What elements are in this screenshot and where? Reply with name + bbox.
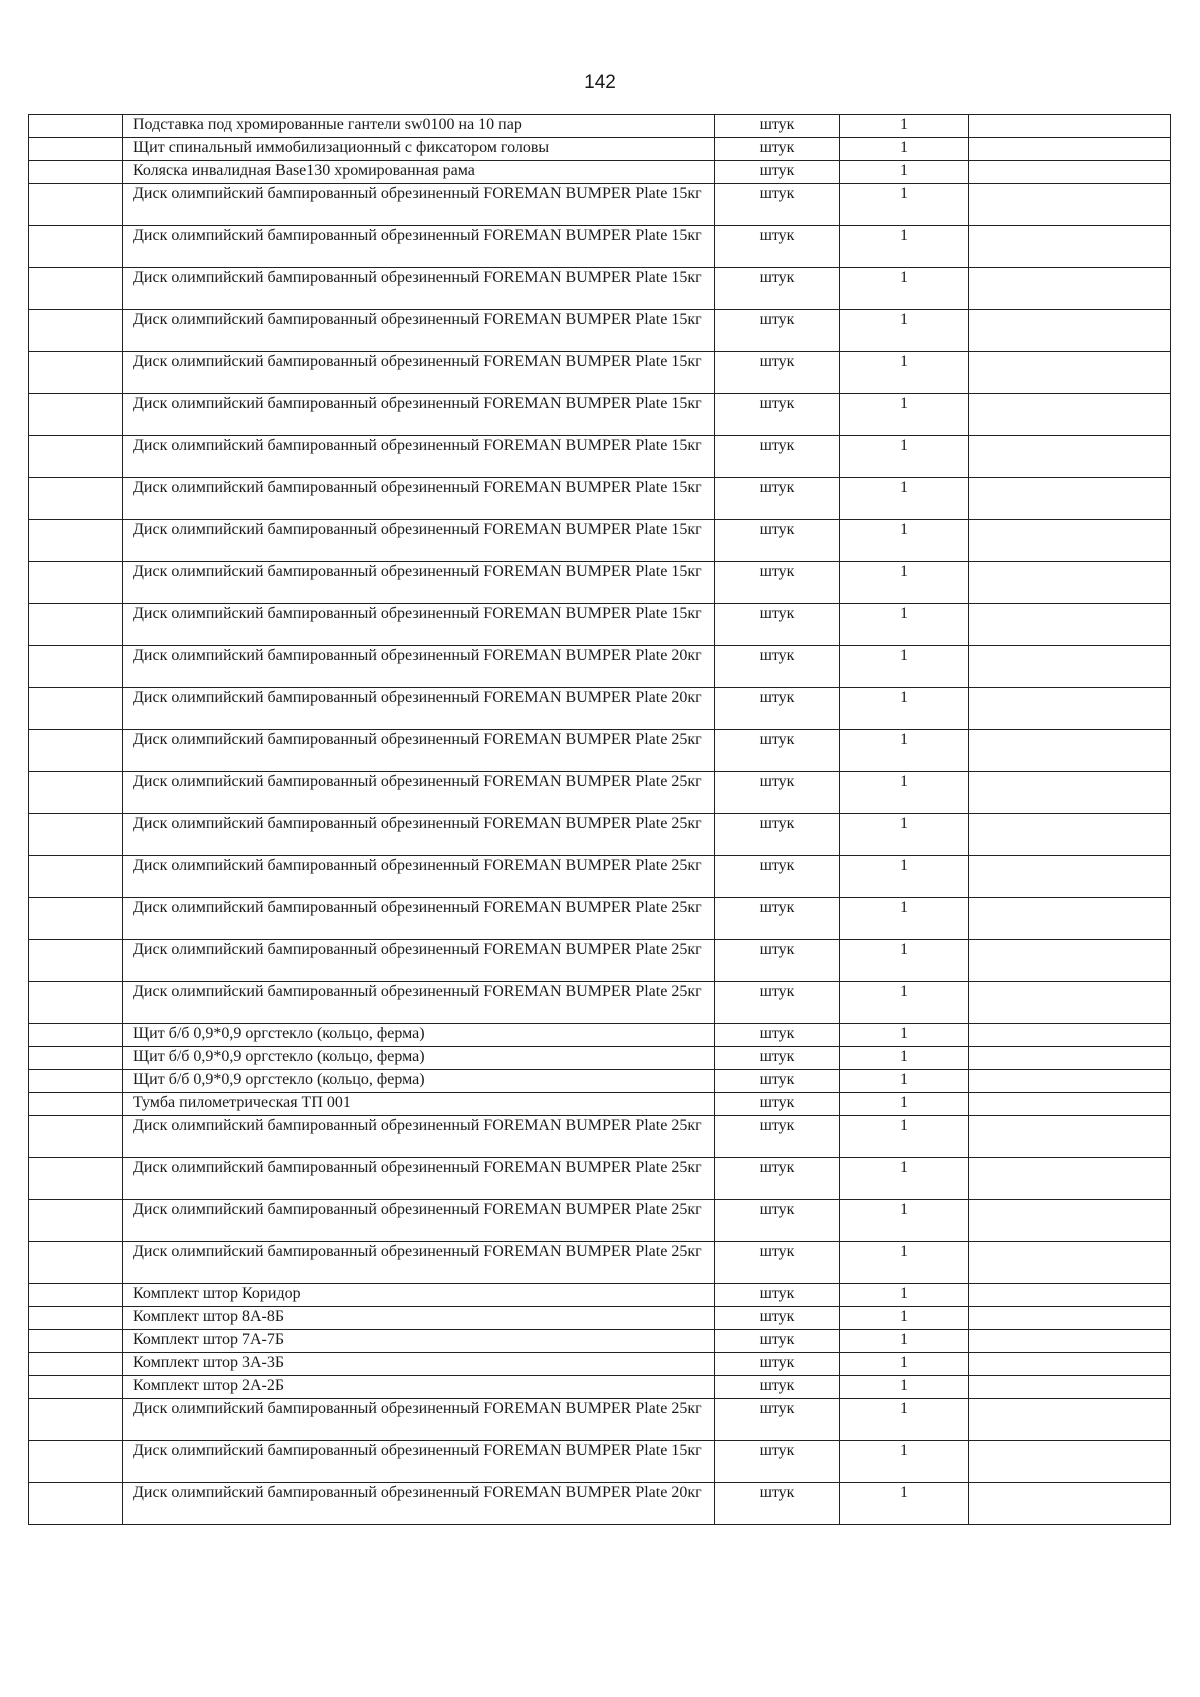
note-cell — [969, 1441, 1171, 1483]
note-cell — [969, 646, 1171, 688]
note-cell — [969, 1307, 1171, 1330]
row-number-cell — [29, 520, 123, 562]
row-number-cell — [29, 161, 123, 184]
item-name-cell: Диск олимпийский бампированный обрезиненный FOREMAN BUMPER Plate 25кг — [123, 1200, 715, 1242]
note-cell — [969, 1024, 1171, 1047]
row-number-cell — [29, 940, 123, 982]
unit-cell: штук — [715, 1070, 840, 1093]
table-row — [29, 940, 1171, 982]
quantity-cell: 1 — [840, 1353, 969, 1376]
note-cell — [969, 138, 1171, 161]
note-cell — [969, 184, 1171, 226]
note-cell — [969, 1353, 1171, 1376]
unit-cell: штук — [715, 138, 840, 161]
item-name-cell: Диск олимпийский бампированный обрезиненный FOREMAN BUMPER Plate 15кг — [123, 604, 715, 646]
table-row — [29, 268, 1171, 310]
quantity-cell: 1 — [840, 1158, 969, 1200]
unit-cell: штук — [715, 772, 840, 814]
note-cell — [969, 1376, 1171, 1399]
item-name-cell: Диск олимпийский бампированный обрезиненный FOREMAN BUMPER Plate 15кг — [123, 436, 715, 478]
quantity-cell: 1 — [840, 604, 969, 646]
unit-cell: штук — [715, 268, 840, 310]
table-row — [29, 115, 1171, 138]
note-cell — [969, 1483, 1171, 1525]
item-name-cell: Диск олимпийский бампированный обрезиненный FOREMAN BUMPER Plate 25кг — [123, 730, 715, 772]
note-cell — [969, 352, 1171, 394]
quantity-cell: 1 — [840, 268, 969, 310]
item-name-cell: Комплект штор 3А-3Б — [123, 1353, 715, 1376]
row-number-cell — [29, 982, 123, 1024]
quantity-cell: 1 — [840, 1376, 969, 1399]
table-row — [29, 1376, 1171, 1399]
unit-cell: штук — [715, 1353, 840, 1376]
row-number-cell — [29, 1093, 123, 1116]
item-name-cell: Диск олимпийский бампированный обрезиненный FOREMAN BUMPER Plate 25кг — [123, 814, 715, 856]
table-row — [29, 772, 1171, 814]
table-row — [29, 562, 1171, 604]
row-number-cell — [29, 352, 123, 394]
unit-cell: штук — [715, 1024, 840, 1047]
row-number-cell — [29, 1330, 123, 1353]
table-row — [29, 688, 1171, 730]
quantity-cell: 1 — [840, 226, 969, 268]
row-number-cell — [29, 1070, 123, 1093]
inventory-table-body — [29, 115, 1171, 1525]
item-name-cell: Комплект штор 2А-2Б — [123, 1376, 715, 1399]
unit-cell: штук — [715, 115, 840, 138]
quantity-cell: 1 — [840, 772, 969, 814]
item-name-cell: Подставка под хромированные гантели sw0100 на 10 пар — [123, 115, 715, 138]
row-number-cell — [29, 1284, 123, 1307]
unit-cell: штук — [715, 161, 840, 184]
note-cell — [969, 1047, 1171, 1070]
note-cell — [969, 940, 1171, 982]
table-row — [29, 1399, 1171, 1441]
unit-cell: штук — [715, 226, 840, 268]
note-cell — [969, 1158, 1171, 1200]
row-number-cell — [29, 1200, 123, 1242]
quantity-cell: 1 — [840, 1093, 969, 1116]
row-number-cell — [29, 814, 123, 856]
item-name-cell: Диск олимпийский бампированный обрезиненный FOREMAN BUMPER Plate 15кг — [123, 352, 715, 394]
item-name-cell: Диск олимпийский бампированный обрезиненный FOREMAN BUMPER Plate 15кг — [123, 562, 715, 604]
note-cell — [969, 1330, 1171, 1353]
row-number-cell — [29, 184, 123, 226]
note-cell — [969, 814, 1171, 856]
row-number-cell — [29, 646, 123, 688]
note-cell — [969, 1242, 1171, 1284]
note-cell — [969, 688, 1171, 730]
item-name-cell: Щит б/б 0,9*0,9 оргстекло (кольцо, ферма) — [123, 1047, 715, 1070]
row-number-cell — [29, 1353, 123, 1376]
note-cell — [969, 604, 1171, 646]
row-number-cell — [29, 394, 123, 436]
row-number-cell — [29, 1399, 123, 1441]
quantity-cell: 1 — [840, 394, 969, 436]
table-row — [29, 161, 1171, 184]
note-cell — [969, 982, 1171, 1024]
quantity-cell: 1 — [840, 1307, 969, 1330]
item-name-cell: Диск олимпийский бампированный обрезиненный FOREMAN BUMPER Plate 15кг — [123, 310, 715, 352]
item-name-cell: Диск олимпийский бампированный обрезиненный FOREMAN BUMPER Plate 15кг — [123, 268, 715, 310]
quantity-cell: 1 — [840, 1483, 969, 1525]
item-name-cell: Диск олимпийский бампированный обрезиненный FOREMAN BUMPER Plate 25кг — [123, 1158, 715, 1200]
item-name-cell: Диск олимпийский бампированный обрезиненный FOREMAN BUMPER Plate 25кг — [123, 982, 715, 1024]
note-cell — [969, 1093, 1171, 1116]
quantity-cell: 1 — [840, 1284, 969, 1307]
quantity-cell: 1 — [840, 1047, 969, 1070]
row-number-cell — [29, 772, 123, 814]
table-row — [29, 1093, 1171, 1116]
inventory-table — [28, 114, 1171, 1525]
note-cell — [969, 1070, 1171, 1093]
unit-cell: штук — [715, 1158, 840, 1200]
table-row — [29, 604, 1171, 646]
unit-cell: штук — [715, 730, 840, 772]
item-name-cell: Диск олимпийский бампированный обрезиненный FOREMAN BUMPER Plate 25кг — [123, 772, 715, 814]
table-row — [29, 646, 1171, 688]
quantity-cell: 1 — [840, 814, 969, 856]
quantity-cell: 1 — [840, 982, 969, 1024]
unit-cell: штук — [715, 1047, 840, 1070]
table-row — [29, 184, 1171, 226]
quantity-cell: 1 — [840, 940, 969, 982]
row-number-cell — [29, 1024, 123, 1047]
unit-cell: штук — [715, 1284, 840, 1307]
item-name-cell: Диск олимпийский бампированный обрезиненный FOREMAN BUMPER Plate 20кг — [123, 688, 715, 730]
item-name-cell: Тумба пилометрическая ТП 001 — [123, 1093, 715, 1116]
table-row — [29, 730, 1171, 772]
item-name-cell: Диск олимпийский бампированный обрезиненный FOREMAN BUMPER Plate 25кг — [123, 940, 715, 982]
row-number-cell — [29, 604, 123, 646]
row-number-cell — [29, 1441, 123, 1483]
item-name-cell: Щит б/б 0,9*0,9 оргстекло (кольцо, ферма) — [123, 1024, 715, 1047]
item-name-cell: Диск олимпийский бампированный обрезиненный FOREMAN BUMPER Plate 25кг — [123, 1242, 715, 1284]
quantity-cell: 1 — [840, 730, 969, 772]
table-row — [29, 1070, 1171, 1093]
row-number-cell — [29, 856, 123, 898]
item-name-cell: Диск олимпийский бампированный обрезиненный FOREMAN BUMPER Plate 15кг — [123, 184, 715, 226]
note-cell — [969, 1399, 1171, 1441]
row-number-cell — [29, 1307, 123, 1330]
note-cell — [969, 115, 1171, 138]
unit-cell: штук — [715, 436, 840, 478]
note-cell — [969, 478, 1171, 520]
quantity-cell: 1 — [840, 856, 969, 898]
quantity-cell: 1 — [840, 646, 969, 688]
unit-cell: штук — [715, 562, 840, 604]
row-number-cell — [29, 436, 123, 478]
row-number-cell — [29, 226, 123, 268]
item-name-cell: Комплект штор 8А-8Б — [123, 1307, 715, 1330]
row-number-cell — [29, 1158, 123, 1200]
row-number-cell — [29, 268, 123, 310]
item-name-cell: Диск олимпийский бампированный обрезиненный FOREMAN BUMPER Plate 15кг — [123, 1441, 715, 1483]
table-row — [29, 898, 1171, 940]
item-name-cell: Диск олимпийский бампированный обрезиненный FOREMAN BUMPER Plate 15кг — [123, 478, 715, 520]
note-cell — [969, 520, 1171, 562]
unit-cell: штук — [715, 184, 840, 226]
table-row — [29, 1200, 1171, 1242]
table-row — [29, 856, 1171, 898]
item-name-cell: Коляска инвалидная Base130 хромированная рама — [123, 161, 715, 184]
unit-cell: штук — [715, 310, 840, 352]
item-name-cell: Диск олимпийский бампированный обрезиненный FOREMAN BUMPER Plate 25кг — [123, 1116, 715, 1158]
table-row — [29, 1116, 1171, 1158]
note-cell — [969, 1200, 1171, 1242]
note-cell — [969, 1284, 1171, 1307]
row-number-cell — [29, 310, 123, 352]
quantity-cell: 1 — [840, 310, 969, 352]
quantity-cell: 1 — [840, 1200, 969, 1242]
unit-cell: штук — [715, 520, 840, 562]
row-number-cell — [29, 1376, 123, 1399]
item-name-cell: Диск олимпийский бампированный обрезиненный FOREMAN BUMPER Plate 15кг — [123, 394, 715, 436]
row-number-cell — [29, 688, 123, 730]
item-name-cell: Щит спинальный иммобилизационный с фиксатором головы — [123, 138, 715, 161]
quantity-cell: 1 — [840, 520, 969, 562]
table-row — [29, 226, 1171, 268]
unit-cell: штук — [715, 604, 840, 646]
item-name-cell: Щит б/б 0,9*0,9 оргстекло (кольцо, ферма) — [123, 1070, 715, 1093]
unit-cell: штук — [715, 1441, 840, 1483]
note-cell — [969, 310, 1171, 352]
quantity-cell: 1 — [840, 161, 969, 184]
row-number-cell — [29, 898, 123, 940]
table-row — [29, 814, 1171, 856]
quantity-cell: 1 — [840, 352, 969, 394]
item-name-cell: Диск олимпийский бампированный обрезиненный FOREMAN BUMPER Plate 25кг — [123, 1399, 715, 1441]
table-row — [29, 982, 1171, 1024]
unit-cell: штук — [715, 1307, 840, 1330]
quantity-cell: 1 — [840, 898, 969, 940]
row-number-cell — [29, 138, 123, 161]
item-name-cell: Диск олимпийский бампированный обрезиненный FOREMAN BUMPER Plate 20кг — [123, 1483, 715, 1525]
table-row — [29, 1047, 1171, 1070]
table-row — [29, 520, 1171, 562]
unit-cell: штук — [715, 1093, 840, 1116]
unit-cell: штук — [715, 1399, 840, 1441]
unit-cell: штук — [715, 1200, 840, 1242]
unit-cell: штук — [715, 646, 840, 688]
unit-cell: штук — [715, 982, 840, 1024]
note-cell — [969, 898, 1171, 940]
unit-cell: штук — [715, 1330, 840, 1353]
unit-cell: штук — [715, 856, 840, 898]
unit-cell: штук — [715, 478, 840, 520]
row-number-cell — [29, 562, 123, 604]
unit-cell: штук — [715, 688, 840, 730]
note-cell — [969, 226, 1171, 268]
quantity-cell: 1 — [840, 1024, 969, 1047]
quantity-cell: 1 — [840, 1441, 969, 1483]
note-cell — [969, 161, 1171, 184]
table-row — [29, 1441, 1171, 1483]
row-number-cell — [29, 730, 123, 772]
unit-cell: штук — [715, 1483, 840, 1525]
unit-cell: штук — [715, 898, 840, 940]
row-number-cell — [29, 1116, 123, 1158]
quantity-cell: 1 — [840, 115, 969, 138]
item-name-cell: Диск олимпийский бампированный обрезиненный FOREMAN BUMPER Plate 25кг — [123, 856, 715, 898]
row-number-cell — [29, 478, 123, 520]
row-number-cell — [29, 115, 123, 138]
row-number-cell — [29, 1483, 123, 1525]
table-row — [29, 1307, 1171, 1330]
unit-cell: штук — [715, 940, 840, 982]
quantity-cell: 1 — [840, 478, 969, 520]
table-row — [29, 394, 1171, 436]
table-row — [29, 1483, 1171, 1525]
unit-cell: штук — [715, 1242, 840, 1284]
table-row — [29, 310, 1171, 352]
row-number-cell — [29, 1242, 123, 1284]
table-row — [29, 1024, 1171, 1047]
quantity-cell: 1 — [840, 436, 969, 478]
table-row — [29, 1158, 1171, 1200]
row-number-cell — [29, 1047, 123, 1070]
table-row — [29, 1330, 1171, 1353]
quantity-cell: 1 — [840, 1116, 969, 1158]
table-row — [29, 478, 1171, 520]
quantity-cell: 1 — [840, 1330, 969, 1353]
table-row — [29, 1284, 1171, 1307]
note-cell — [969, 268, 1171, 310]
item-name-cell: Комплект штор Коридор — [123, 1284, 715, 1307]
note-cell — [969, 856, 1171, 898]
item-name-cell: Диск олимпийский бампированный обрезиненный FOREMAN BUMPER Plate 15кг — [123, 520, 715, 562]
page-number: 142 — [584, 72, 616, 93]
quantity-cell: 1 — [840, 184, 969, 226]
item-name-cell: Диск олимпийский бампированный обрезиненный FOREMAN BUMPER Plate 25кг — [123, 898, 715, 940]
unit-cell: штук — [715, 352, 840, 394]
unit-cell: штук — [715, 1116, 840, 1158]
table-row — [29, 138, 1171, 161]
item-name-cell: Диск олимпийский бампированный обрезиненный FOREMAN BUMPER Plate 15кг — [123, 226, 715, 268]
note-cell — [969, 562, 1171, 604]
note-cell — [969, 730, 1171, 772]
item-name-cell: Комплект штор 7А-7Б — [123, 1330, 715, 1353]
unit-cell: штук — [715, 814, 840, 856]
item-name-cell: Диск олимпийский бампированный обрезиненный FOREMAN BUMPER Plate 20кг — [123, 646, 715, 688]
quantity-cell: 1 — [840, 562, 969, 604]
unit-cell: штук — [715, 1376, 840, 1399]
table-row — [29, 436, 1171, 478]
quantity-cell: 1 — [840, 688, 969, 730]
table-row — [29, 1242, 1171, 1284]
note-cell — [969, 1116, 1171, 1158]
table-row — [29, 352, 1171, 394]
quantity-cell: 1 — [840, 1070, 969, 1093]
note-cell — [969, 394, 1171, 436]
note-cell — [969, 772, 1171, 814]
quantity-cell: 1 — [840, 138, 969, 161]
quantity-cell: 1 — [840, 1242, 969, 1284]
table-row — [29, 1353, 1171, 1376]
quantity-cell: 1 — [840, 1399, 969, 1441]
unit-cell: штук — [715, 394, 840, 436]
note-cell — [969, 436, 1171, 478]
